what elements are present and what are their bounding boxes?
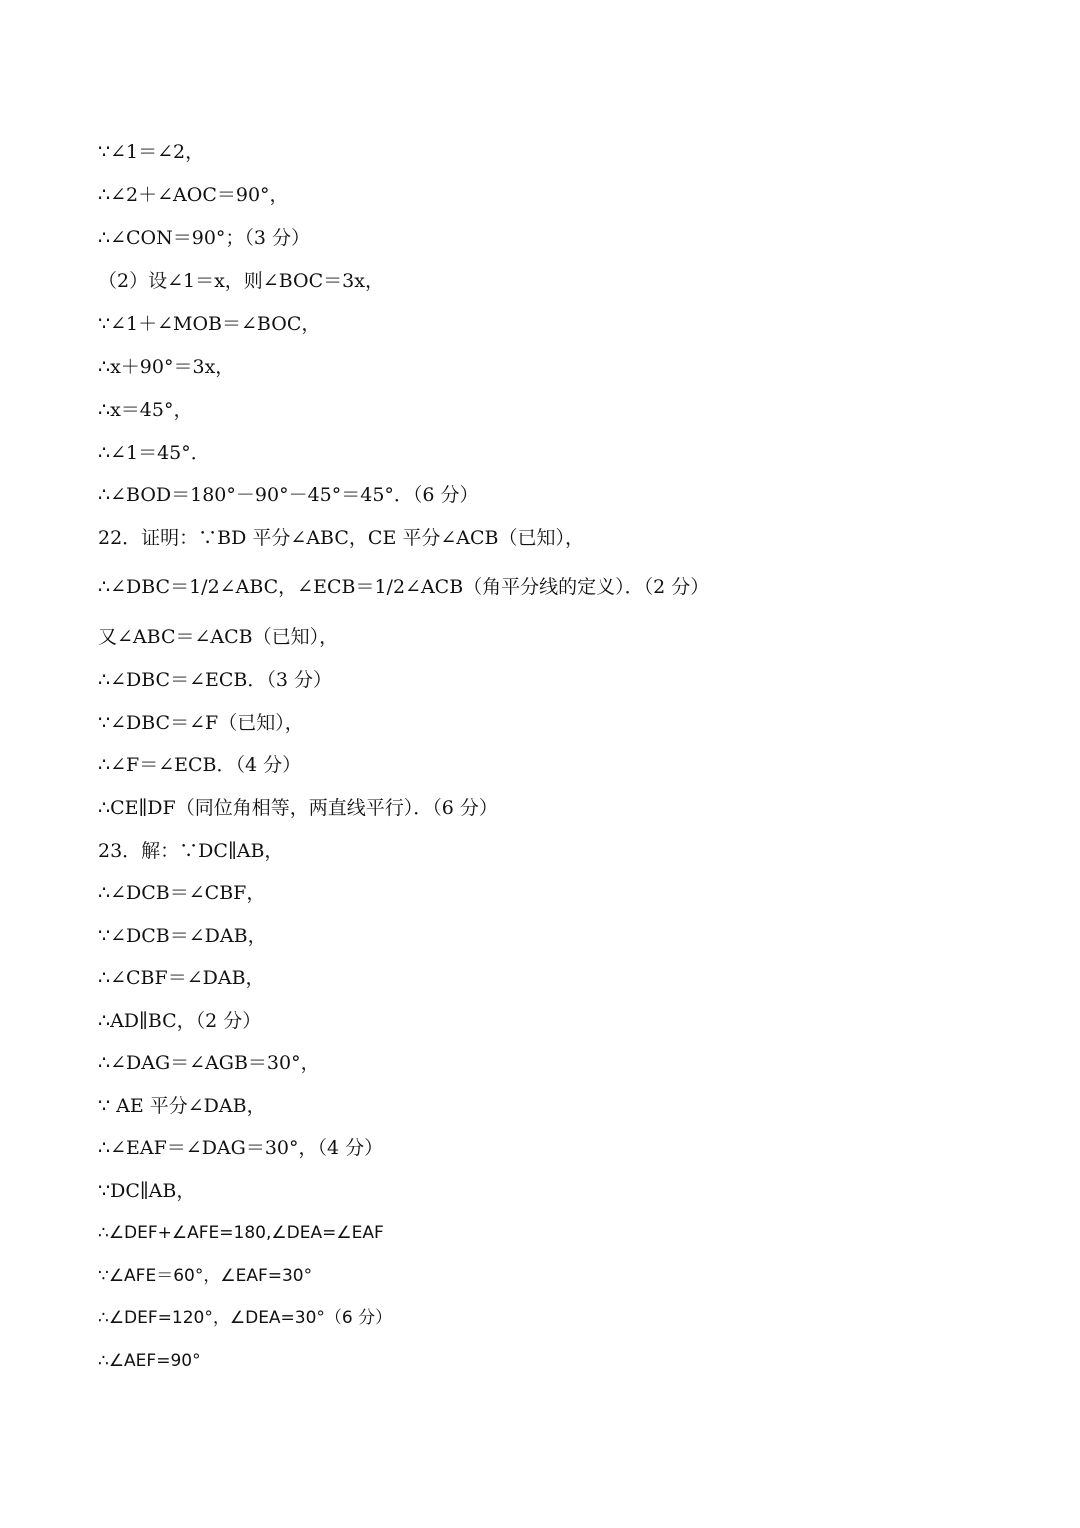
text-line: ∴AD∥BC，（2 分） (98, 1010, 262, 1032)
text-line: ∴x＋90°＝3x， (98, 356, 235, 378)
text-line: ∵∠DBC＝∠F（已知）， (98, 712, 304, 734)
text-line: ∵∠AFE＝60°，∠EAF=30° (98, 1266, 313, 1286)
text-line: ∴∠BOD＝180°－90°－45°＝45°．（6 分） (98, 484, 479, 506)
text-line: ∴CE∥DF（同位角相等，两直线平行）．（6 分） (98, 797, 498, 819)
text-line: ∴∠DEF=120°，∠DEA=30°（6 分） (98, 1308, 393, 1328)
text-line: ∴∠DAG＝∠AGB＝30°， (98, 1052, 320, 1074)
text-line: ∵∠DCB＝∠DAB， (98, 925, 267, 947)
text-line: ∴∠1＝45°． (98, 442, 210, 464)
text-line: ∴∠DCB＝∠CBF， (98, 882, 266, 904)
text-line: （2）设∠1＝x，则∠BOC＝3x， (98, 270, 384, 292)
text-line: ∴∠2＋∠AOC＝90°， (98, 184, 289, 206)
text-line: ∵ AE 平分∠DAB， (98, 1095, 266, 1117)
text-line: ∴∠AEF=90° (98, 1351, 201, 1371)
text-line: ∴∠DBC＝1/2∠ABC，∠ECB＝1/2∠ACB（角平分线的定义）．（2 分） (98, 576, 710, 598)
text-line: 23．解：∵DC∥AB， (98, 840, 284, 862)
text-line: 又∠ABC＝∠ACB（已知）， (98, 626, 339, 648)
text-line: 22．证明：∵BD 平分∠ABC，CE 平分∠ACB（已知）， (98, 527, 584, 549)
text-line: ∴∠EAF＝∠DAG＝30°，（4 分） (98, 1137, 384, 1159)
text-line: ∴∠CBF＝∠DAB， (98, 967, 265, 989)
text-line: ∴∠CON＝90°；（3 分） (98, 227, 311, 249)
text-line: ∴x＝45°， (98, 399, 193, 421)
text-line: ∵∠1＋∠MOB＝∠BOC， (98, 313, 321, 335)
text-line: ∵∠1＝∠2， (98, 141, 205, 163)
text-line: ∴∠DEF+∠AFE=180,∠DEA=∠EAF (98, 1223, 384, 1243)
text-line: ∵DC∥AB， (98, 1180, 196, 1202)
text-line: ∴∠DBC＝∠ECB．（3 分） (98, 669, 333, 691)
text-line: ∴∠F＝∠ECB．（4 分） (98, 754, 302, 776)
